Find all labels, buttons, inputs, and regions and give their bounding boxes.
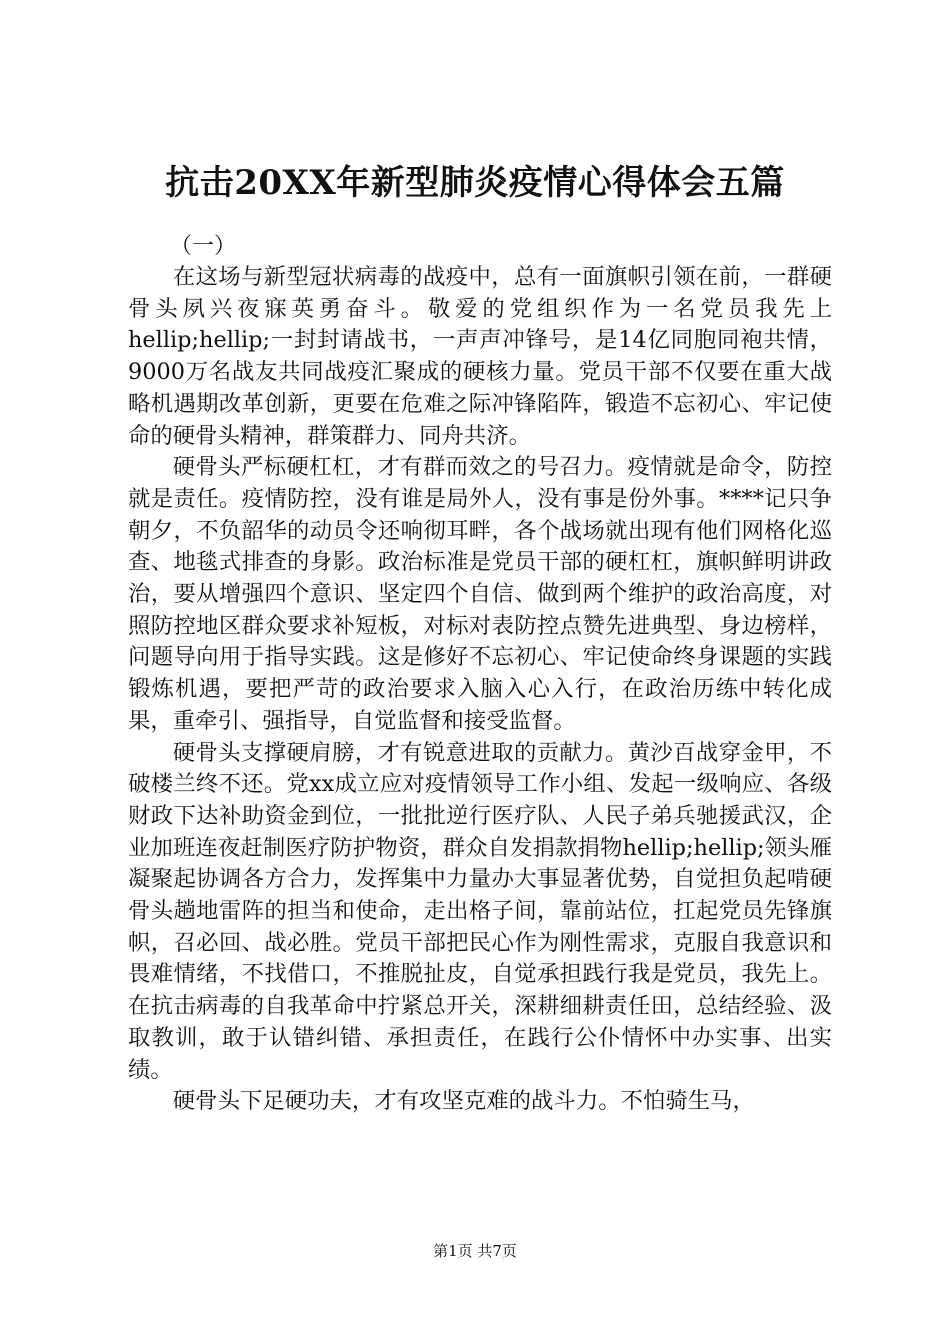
page-footer: 第1页 共7页 [433,1242,517,1260]
paragraph: 硬骨头下足硬功夫，才有攻坚克难的战斗力。不怕骑生马， [172,1088,755,1115]
paragraph: 硬骨头严标硬杠杠，才有群而效之的号召力。疫情就是命令，防控就是责任。疫情防控，没有谁是局外人，没有事是份外事。****记只争朝夕，不负韶华的动员令还响彻耳畔，各个战场就出现有他们网格化巡查、地毯式排查的身影。政治标准是党员干部的硬杠杠，旗帜鲜明讲政治，要从增强四个意识、坚定四个自信、做到两个维护的政治高度，对照防控地区群众要求补短板，对标对表防控点赞先进典型、身边榜样，问题导向用于指导实践。这是修好不忘初心、牢记使命终身课题的实践锻炼机遇，要把严苛的政治要求入脑入心入行，在政治历练中转化成果，重牵引、强指导，自觉监督和接受监督。 [128,454,832,734]
document-body [128,262,832,1118]
paragraph: 在这场与新型冠状病毒的战疫中，总有一面旗帜引领在前，一群硬骨头夙兴夜寐英勇奋斗。敬爱的党组织作为一名党员我先上hellip;hellip;一封封请战书，一声声冲锋号，是14亿同胞同袍共情，9000万名战友共同战疫汇聚成的硬核力量。党员干部不仅要在重大战略机遇期改革创新，更要在危难之际冲锋陷阵，锻造不忘初心、牢记使命的硬骨头精神，群策群力、同舟共济。 [128,264,832,449]
section-marker: （一） [170,234,237,259]
paragraph: 硬骨头支撑硬肩膀，才有锐意进取的贡献力。黄沙百战穿金甲，不破楼兰终不还。党xx成立应对疫情领导工作小组、发起一级响应、各级财政下达补助资金到位，一批批逆行医疗队、人民子弟兵驰援武汉，企业加班连夜赶制医疗防护物资，群众自发捐款捐物hellip;hellip;领头雁凝聚起协调各方合力，发挥集中力量办大事显著优势，自觉担负起啃硬骨头趟地雷阵的担当和使命，走出格子间，靠前站位，扛起党员先锋旗帜，召必回、战必胜。党员干部把民心作为刚性需求，克服自我意识和畏难情绪，不找借口，不推脱扯皮，自觉承担践行我是党员，我先上。在抗击病毒的自我革命中拧紧总开关，深耕细耕责任田，总结经验、汲取教训，敢于认错纠错、承担责任，在践行公仆情怀中办实事、出实绩。 [128,739,832,1083]
document-title: 抗击20XX年新型肺炎疫情心得体会五篇 [165,163,785,203]
